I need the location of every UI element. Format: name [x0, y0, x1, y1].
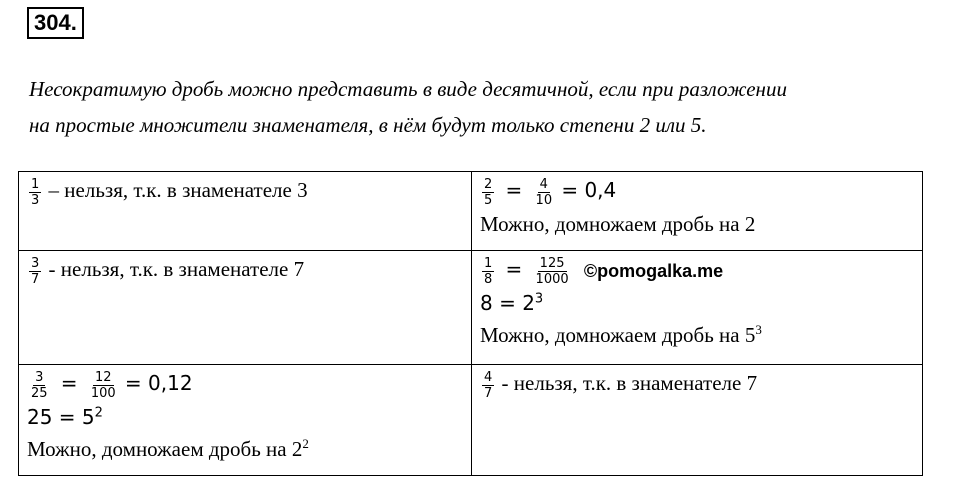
cell-text: – нельзя, т.к. в знаменателе 3	[48, 178, 308, 202]
watermark: ©pomogalka.me	[583, 261, 724, 282]
cell-text: - нельзя, т.к. в знаменателе 7	[48, 257, 305, 281]
fraction: $\frac{2}{5}$	[484, 176, 493, 208]
cell-two-fifths	[472, 172, 923, 251]
cell-text: - нельзя, т.к. в знаменателе 7	[501, 371, 758, 395]
equals-sign: =	[505, 178, 523, 202]
rule-line-2: на простые множители знаменателя, в нём будут только степени 2 или 5.	[29, 113, 707, 137]
equals-sign: =	[505, 257, 523, 281]
table-row	[19, 172, 923, 251]
factorization: $8 = 2^3$	[480, 291, 544, 316]
table-row	[19, 251, 923, 365]
fraction: $\frac{4}{7}$	[484, 369, 493, 401]
fraction: $\frac{4}{10}$	[535, 176, 553, 208]
cell-three-twentyfifths	[19, 365, 472, 476]
rule-text	[29, 71, 929, 143]
cell-four-sevenths	[472, 365, 923, 476]
decimal-result: = 0,4	[561, 178, 617, 202]
problem-number: 304.	[27, 7, 84, 39]
fraction: $\frac{1}{3}$	[31, 176, 40, 208]
factorization: $25 = 5^2$	[27, 404, 103, 429]
fraction: $\frac{3}{7}$	[31, 255, 40, 287]
fraction: $\frac{12}{100}$	[90, 369, 116, 401]
cell-note: Можно, домножаем дробь на $2^2$	[27, 435, 309, 461]
decimal-result: = 0,12	[124, 371, 193, 395]
fraction: $\frac{1}{8}$	[484, 255, 493, 287]
cell-three-sevenths	[19, 251, 472, 365]
rule-line-1: Несократимую дробь можно представить в виде десятичной, если при разложении	[29, 77, 787, 101]
cell-note: Можно, домножаем дробь на 2	[480, 211, 756, 236]
equals-sign: =	[60, 371, 78, 395]
cell-note: Можно, домножаем дробь на $5^3$	[480, 322, 762, 348]
fraction: $\frac{125}{1000}$	[535, 255, 569, 287]
solution-table	[18, 171, 923, 476]
table-row	[19, 365, 923, 476]
fraction: $\frac{3}{25}$	[31, 369, 48, 401]
cell-one-third	[19, 172, 472, 251]
cell-one-eighth	[472, 251, 923, 365]
